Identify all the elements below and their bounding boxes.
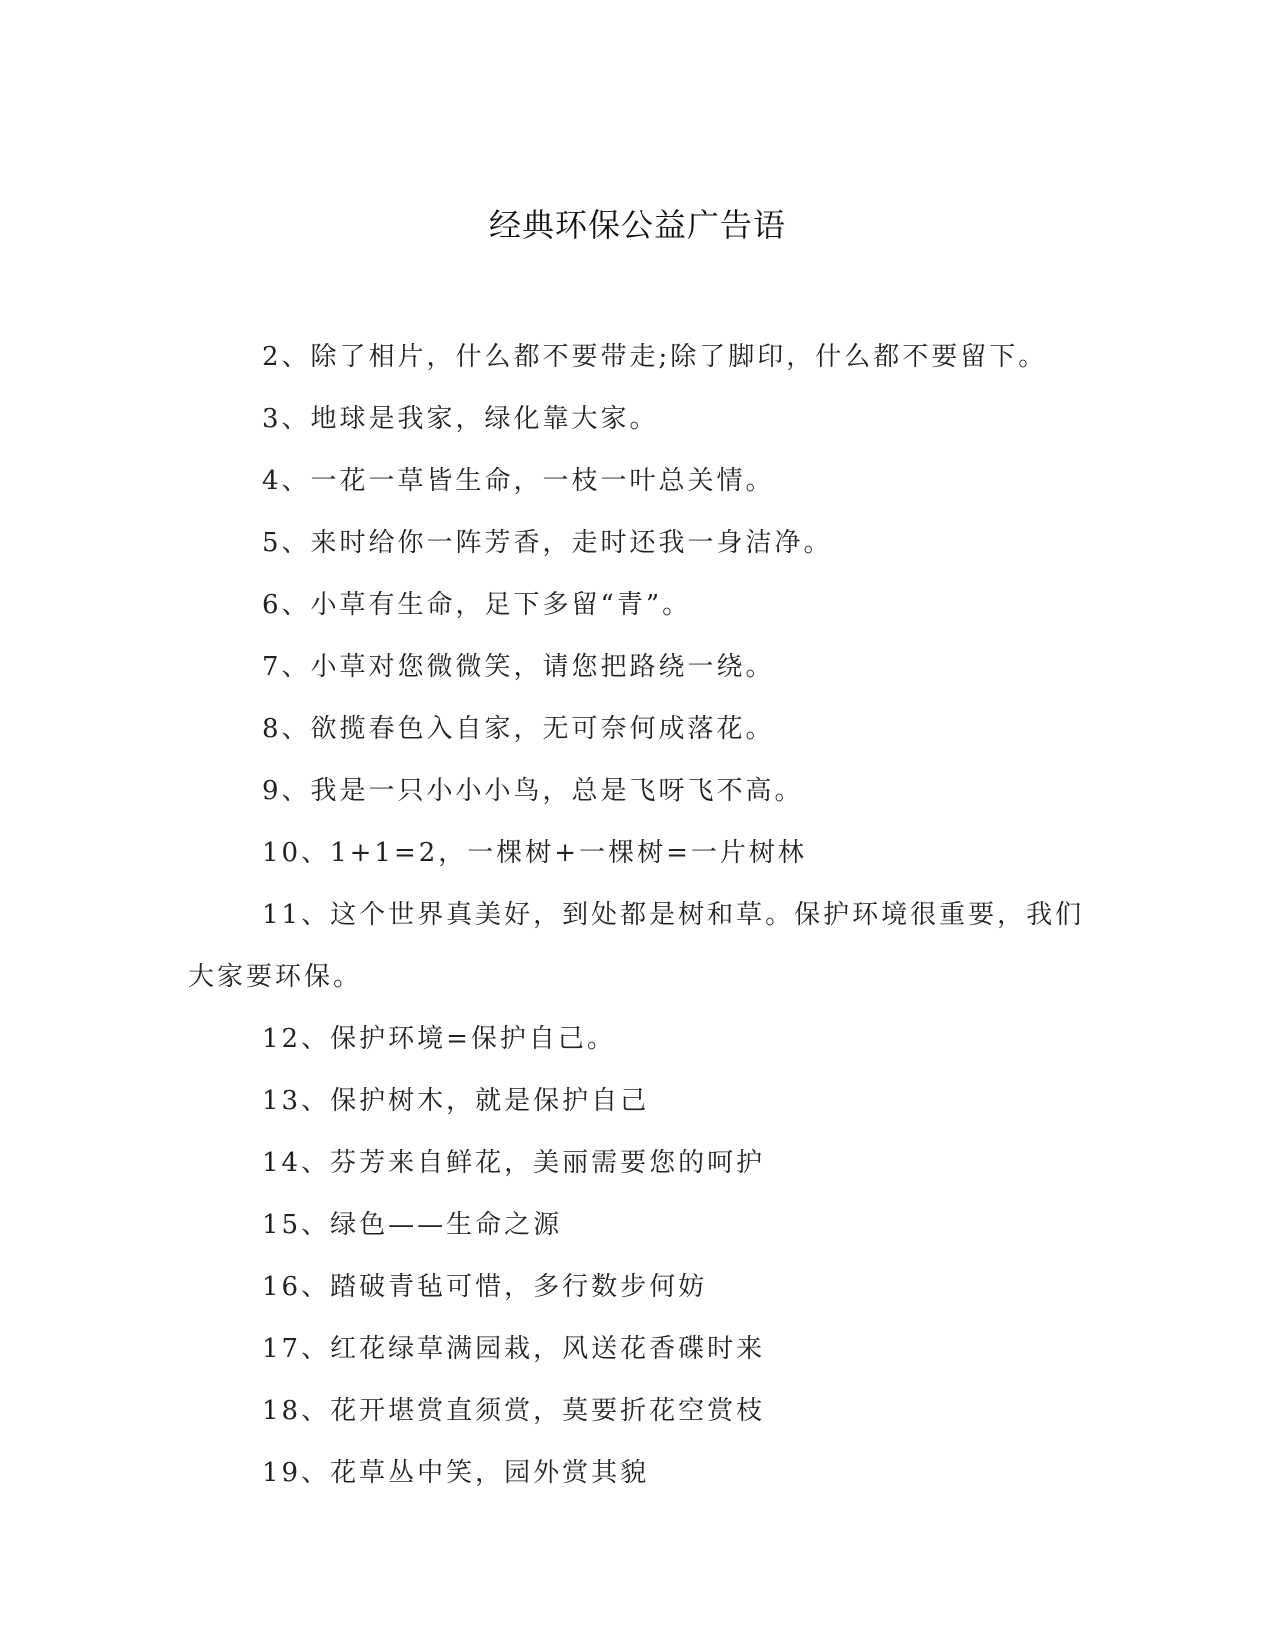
list-item: 3、地球是我家，绿化靠大家。 xyxy=(262,404,659,434)
list-item: 16、踏破青毡可惜，多行数步何妨 xyxy=(262,1272,708,1302)
list-item: 6、小草有生命，足下多留“青”。 xyxy=(262,590,692,620)
list-item: 8、欲揽春色入自家，无可奈何成落花。 xyxy=(262,714,775,744)
list-item: 2、除了相片，什么都不要带走;除了脚印，什么都不要留下。 xyxy=(262,342,1048,372)
list-item: 15、绿色——生命之源 xyxy=(262,1210,563,1240)
list-item: 10、1+1=2，一棵树+一棵树=一片树林 xyxy=(262,838,807,868)
list-item: 18、花开堪赏直须赏，莫要折花空赏枝 xyxy=(262,1396,766,1426)
list-item: 4、一花一草皆生命，一枝一叶总关情。 xyxy=(262,466,775,496)
list-item: 7、小草对您微微笑，请您把路绕一绕。 xyxy=(262,652,775,682)
page-title: 经典环保公益广告语 xyxy=(488,206,786,244)
list-item: 17、红花绿草满园栽，风送花香碟时来 xyxy=(262,1334,766,1364)
document-body xyxy=(188,326,1085,1504)
list-item: 13、保护树木，就是保护自己 xyxy=(262,1086,650,1116)
list-item: 12、保护环境=保护自己。 xyxy=(262,1024,616,1054)
list-item: 19、花草丛中笑，园外赏其貌 xyxy=(262,1458,650,1488)
list-item: 11、这个世界真美好，到处都是树和草。保护环境很重要，我们 xyxy=(262,900,1085,930)
list-item: 9、我是一只小小小鸟，总是飞呀飞不高。 xyxy=(262,776,804,806)
list-item-continuation: 大家要环保。 xyxy=(188,962,363,992)
list-item: 14、芬芳来自鲜花，美丽需要您的呵护 xyxy=(262,1148,766,1178)
list-item: 5、来时给你一阵芳香，走时还我一身洁净。 xyxy=(262,528,833,558)
